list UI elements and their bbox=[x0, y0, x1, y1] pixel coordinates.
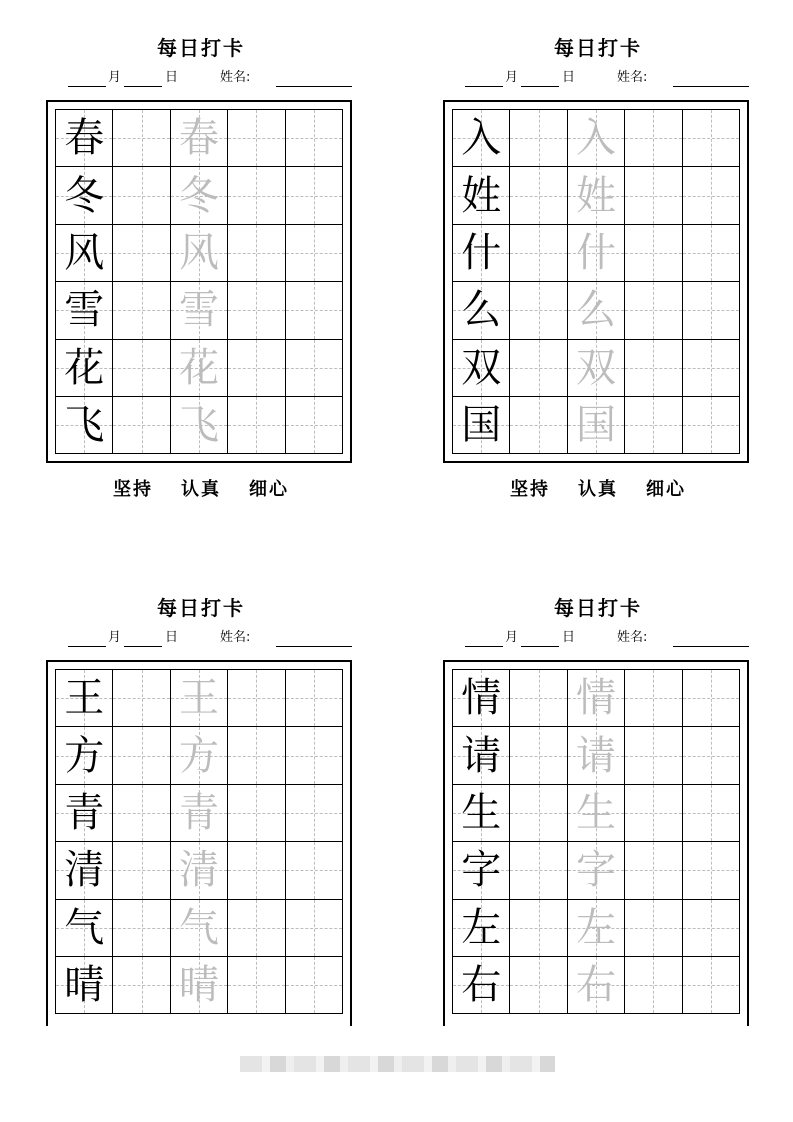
month-blank[interactable] bbox=[465, 86, 503, 87]
model-char: 右 bbox=[461, 962, 502, 1009]
day-blank[interactable] bbox=[521, 86, 559, 87]
blank-cell bbox=[286, 167, 343, 224]
model-char: 么 bbox=[461, 287, 502, 334]
blank-cell bbox=[510, 397, 567, 454]
trace-cell bbox=[568, 957, 625, 1014]
trace-cell bbox=[171, 167, 228, 224]
trace-char: 生 bbox=[575, 789, 616, 836]
trace-char: 情 bbox=[575, 675, 616, 722]
blank-cell bbox=[510, 282, 567, 339]
char-cell bbox=[453, 110, 510, 167]
blurred-watermark bbox=[240, 1056, 555, 1072]
blank-cell bbox=[286, 957, 343, 1014]
model-char: 冬 bbox=[64, 172, 105, 219]
name-blank[interactable] bbox=[673, 86, 749, 87]
name-blank[interactable] bbox=[276, 86, 352, 87]
blank-cell bbox=[113, 785, 170, 842]
char-cell bbox=[453, 957, 510, 1014]
blank-cell bbox=[286, 225, 343, 282]
month-label: 月 bbox=[108, 630, 122, 645]
card-title: 每日打卡 bbox=[157, 596, 245, 620]
blank-cell bbox=[113, 110, 170, 167]
trace-cell bbox=[568, 785, 625, 842]
blank-cell bbox=[510, 900, 567, 957]
model-char: 入 bbox=[461, 115, 502, 162]
char-cell bbox=[453, 397, 510, 454]
char-cell bbox=[453, 225, 510, 282]
motto-item: 认真 bbox=[181, 479, 221, 500]
blank-cell bbox=[228, 397, 285, 454]
char-cell bbox=[56, 727, 113, 784]
char-cell bbox=[56, 957, 113, 1014]
date-name-line bbox=[66, 68, 356, 90]
writing-grid-frame bbox=[46, 100, 352, 463]
name-blank[interactable] bbox=[276, 646, 352, 647]
char-cell bbox=[453, 900, 510, 957]
char-cell bbox=[56, 842, 113, 899]
trace-char: 么 bbox=[575, 287, 616, 334]
trace-char: 国 bbox=[575, 402, 616, 449]
char-cell bbox=[56, 340, 113, 397]
blank-cell bbox=[683, 727, 740, 784]
day-label: 日 bbox=[562, 630, 576, 645]
blank-cell bbox=[286, 900, 343, 957]
blank-cell bbox=[286, 727, 343, 784]
motto-item: 坚持 bbox=[510, 479, 550, 500]
char-cell bbox=[453, 785, 510, 842]
char-cell bbox=[56, 900, 113, 957]
writing-grid-frame bbox=[46, 660, 352, 1026]
day-label: 日 bbox=[165, 630, 179, 645]
blank-cell bbox=[228, 842, 285, 899]
blank-cell bbox=[228, 957, 285, 1014]
trace-char: 姓 bbox=[575, 172, 616, 219]
char-cell bbox=[56, 785, 113, 842]
model-char: 什 bbox=[461, 229, 502, 276]
blank-cell bbox=[228, 167, 285, 224]
trace-char: 方 bbox=[178, 732, 219, 779]
motto-item: 细心 bbox=[646, 479, 686, 500]
blank-cell bbox=[286, 340, 343, 397]
trace-cell bbox=[568, 900, 625, 957]
writing-grid bbox=[452, 669, 740, 1014]
blank-cell bbox=[228, 340, 285, 397]
blank-cell bbox=[228, 110, 285, 167]
day-blank[interactable] bbox=[521, 646, 559, 647]
char-cell bbox=[56, 282, 113, 339]
char-cell bbox=[56, 110, 113, 167]
trace-cell bbox=[171, 727, 228, 784]
trace-cell bbox=[171, 397, 228, 454]
char-cell bbox=[453, 282, 510, 339]
trace-cell bbox=[568, 340, 625, 397]
blank-cell bbox=[113, 282, 170, 339]
date-name-line bbox=[463, 628, 753, 650]
trace-char: 双 bbox=[575, 344, 616, 391]
blank-cell bbox=[683, 785, 740, 842]
char-cell bbox=[56, 167, 113, 224]
trace-char: 入 bbox=[575, 115, 616, 162]
trace-cell bbox=[568, 110, 625, 167]
blank-cell bbox=[286, 670, 343, 727]
blank-cell bbox=[228, 900, 285, 957]
blank-cell bbox=[683, 670, 740, 727]
blank-cell bbox=[683, 900, 740, 957]
trace-char: 请 bbox=[575, 732, 616, 779]
card-title: 每日打卡 bbox=[554, 596, 642, 620]
trace-cell bbox=[568, 670, 625, 727]
trace-char: 花 bbox=[178, 344, 219, 391]
char-cell bbox=[56, 670, 113, 727]
trace-char: 字 bbox=[575, 847, 616, 894]
card-title: 每日打卡 bbox=[554, 36, 642, 60]
blank-cell bbox=[228, 785, 285, 842]
model-char: 双 bbox=[461, 344, 502, 391]
blank-cell bbox=[113, 397, 170, 454]
model-char: 国 bbox=[461, 402, 502, 449]
blank-cell bbox=[510, 842, 567, 899]
day-blank[interactable] bbox=[124, 646, 162, 647]
writing-grid bbox=[55, 109, 343, 454]
blank-cell bbox=[625, 110, 682, 167]
model-char: 气 bbox=[64, 904, 105, 951]
blank-cell bbox=[625, 957, 682, 1014]
trace-cell bbox=[171, 225, 228, 282]
blank-cell bbox=[625, 340, 682, 397]
name-label: 姓名: bbox=[617, 630, 648, 645]
motto-item: 细心 bbox=[249, 479, 289, 500]
trace-char: 风 bbox=[178, 229, 219, 276]
char-cell bbox=[56, 397, 113, 454]
writing-grid bbox=[452, 109, 740, 454]
trace-char: 左 bbox=[575, 904, 616, 951]
trace-char: 晴 bbox=[178, 962, 219, 1009]
trace-cell bbox=[568, 167, 625, 224]
model-char: 王 bbox=[64, 675, 105, 722]
trace-char: 王 bbox=[178, 675, 219, 722]
trace-char: 春 bbox=[178, 115, 219, 162]
trace-cell bbox=[568, 282, 625, 339]
blank-cell bbox=[683, 397, 740, 454]
blank-cell bbox=[510, 957, 567, 1014]
name-label: 姓名: bbox=[220, 630, 251, 645]
char-cell bbox=[56, 225, 113, 282]
blank-cell bbox=[625, 167, 682, 224]
blank-cell bbox=[625, 397, 682, 454]
trace-char: 雪 bbox=[178, 287, 219, 334]
trace-cell bbox=[171, 785, 228, 842]
model-char: 生 bbox=[461, 789, 502, 836]
blank-cell bbox=[510, 225, 567, 282]
name-label: 姓名: bbox=[220, 70, 251, 85]
month-blank[interactable] bbox=[68, 646, 106, 647]
model-char: 清 bbox=[64, 847, 105, 894]
month-label: 月 bbox=[505, 630, 519, 645]
blank-cell bbox=[113, 900, 170, 957]
blank-cell bbox=[113, 670, 170, 727]
char-cell bbox=[453, 727, 510, 784]
trace-cell bbox=[171, 900, 228, 957]
day-blank[interactable] bbox=[124, 86, 162, 87]
blank-cell bbox=[286, 282, 343, 339]
motto-item: 认真 bbox=[578, 479, 618, 500]
name-label: 姓名: bbox=[617, 70, 648, 85]
blank-cell bbox=[510, 167, 567, 224]
blank-cell bbox=[625, 225, 682, 282]
trace-cell bbox=[568, 397, 625, 454]
writing-grid-frame bbox=[443, 100, 749, 463]
blank-cell bbox=[286, 397, 343, 454]
blank-cell bbox=[625, 670, 682, 727]
model-char: 花 bbox=[64, 344, 105, 391]
blank-cell bbox=[228, 282, 285, 339]
trace-cell bbox=[171, 282, 228, 339]
month-label: 月 bbox=[505, 70, 519, 85]
day-label: 日 bbox=[562, 70, 576, 85]
char-cell bbox=[453, 842, 510, 899]
blank-cell bbox=[228, 727, 285, 784]
model-char: 雪 bbox=[64, 287, 105, 334]
blank-cell bbox=[113, 842, 170, 899]
blank-cell bbox=[113, 340, 170, 397]
blank-cell bbox=[113, 225, 170, 282]
char-cell bbox=[453, 670, 510, 727]
blank-cell bbox=[683, 957, 740, 1014]
motto bbox=[46, 475, 356, 501]
model-char: 情 bbox=[461, 675, 502, 722]
char-cell bbox=[453, 167, 510, 224]
model-char: 飞 bbox=[64, 402, 105, 449]
blank-cell bbox=[510, 727, 567, 784]
date-name-line bbox=[463, 68, 753, 90]
trace-cell bbox=[568, 225, 625, 282]
model-char: 晴 bbox=[64, 962, 105, 1009]
blank-cell bbox=[625, 282, 682, 339]
trace-cell bbox=[568, 842, 625, 899]
model-char: 字 bbox=[461, 847, 502, 894]
blank-cell bbox=[625, 842, 682, 899]
blank-cell bbox=[625, 900, 682, 957]
blank-cell bbox=[286, 842, 343, 899]
trace-char: 清 bbox=[178, 847, 219, 894]
trace-char: 什 bbox=[575, 229, 616, 276]
blank-cell bbox=[683, 110, 740, 167]
trace-char: 气 bbox=[178, 904, 219, 951]
day-label: 日 bbox=[165, 70, 179, 85]
trace-char: 右 bbox=[575, 962, 616, 1009]
blank-cell bbox=[286, 785, 343, 842]
writing-grid-frame bbox=[443, 660, 749, 1026]
model-char: 方 bbox=[64, 732, 105, 779]
trace-cell bbox=[171, 957, 228, 1014]
card-title: 每日打卡 bbox=[157, 36, 245, 60]
month-label: 月 bbox=[108, 70, 122, 85]
trace-cell bbox=[171, 110, 228, 167]
blank-cell bbox=[510, 110, 567, 167]
blank-cell bbox=[683, 167, 740, 224]
blank-cell bbox=[286, 110, 343, 167]
blank-cell bbox=[625, 785, 682, 842]
blank-cell bbox=[113, 167, 170, 224]
blank-cell bbox=[625, 727, 682, 784]
model-char: 青 bbox=[64, 789, 105, 836]
blank-cell bbox=[683, 282, 740, 339]
trace-cell bbox=[568, 727, 625, 784]
blank-cell bbox=[228, 670, 285, 727]
blank-cell bbox=[510, 670, 567, 727]
blank-cell bbox=[683, 842, 740, 899]
name-blank[interactable] bbox=[673, 646, 749, 647]
blank-cell bbox=[510, 340, 567, 397]
model-char: 风 bbox=[64, 229, 105, 276]
blank-cell bbox=[228, 225, 285, 282]
trace-char: 飞 bbox=[178, 402, 219, 449]
blank-cell bbox=[683, 225, 740, 282]
month-blank[interactable] bbox=[68, 86, 106, 87]
trace-char: 青 bbox=[178, 789, 219, 836]
trace-cell bbox=[171, 340, 228, 397]
motto-item: 坚持 bbox=[113, 479, 153, 500]
blank-cell bbox=[510, 785, 567, 842]
char-cell bbox=[453, 340, 510, 397]
month-blank[interactable] bbox=[465, 646, 503, 647]
model-char: 请 bbox=[461, 732, 502, 779]
trace-cell bbox=[171, 670, 228, 727]
date-name-line bbox=[66, 628, 356, 650]
motto bbox=[443, 475, 753, 501]
trace-cell bbox=[171, 842, 228, 899]
trace-char: 冬 bbox=[178, 172, 219, 219]
writing-grid bbox=[55, 669, 343, 1014]
model-char: 春 bbox=[64, 115, 105, 162]
blank-cell bbox=[683, 340, 740, 397]
blank-cell bbox=[113, 957, 170, 1014]
model-char: 左 bbox=[461, 904, 502, 951]
blank-cell bbox=[113, 727, 170, 784]
model-char: 姓 bbox=[461, 172, 502, 219]
